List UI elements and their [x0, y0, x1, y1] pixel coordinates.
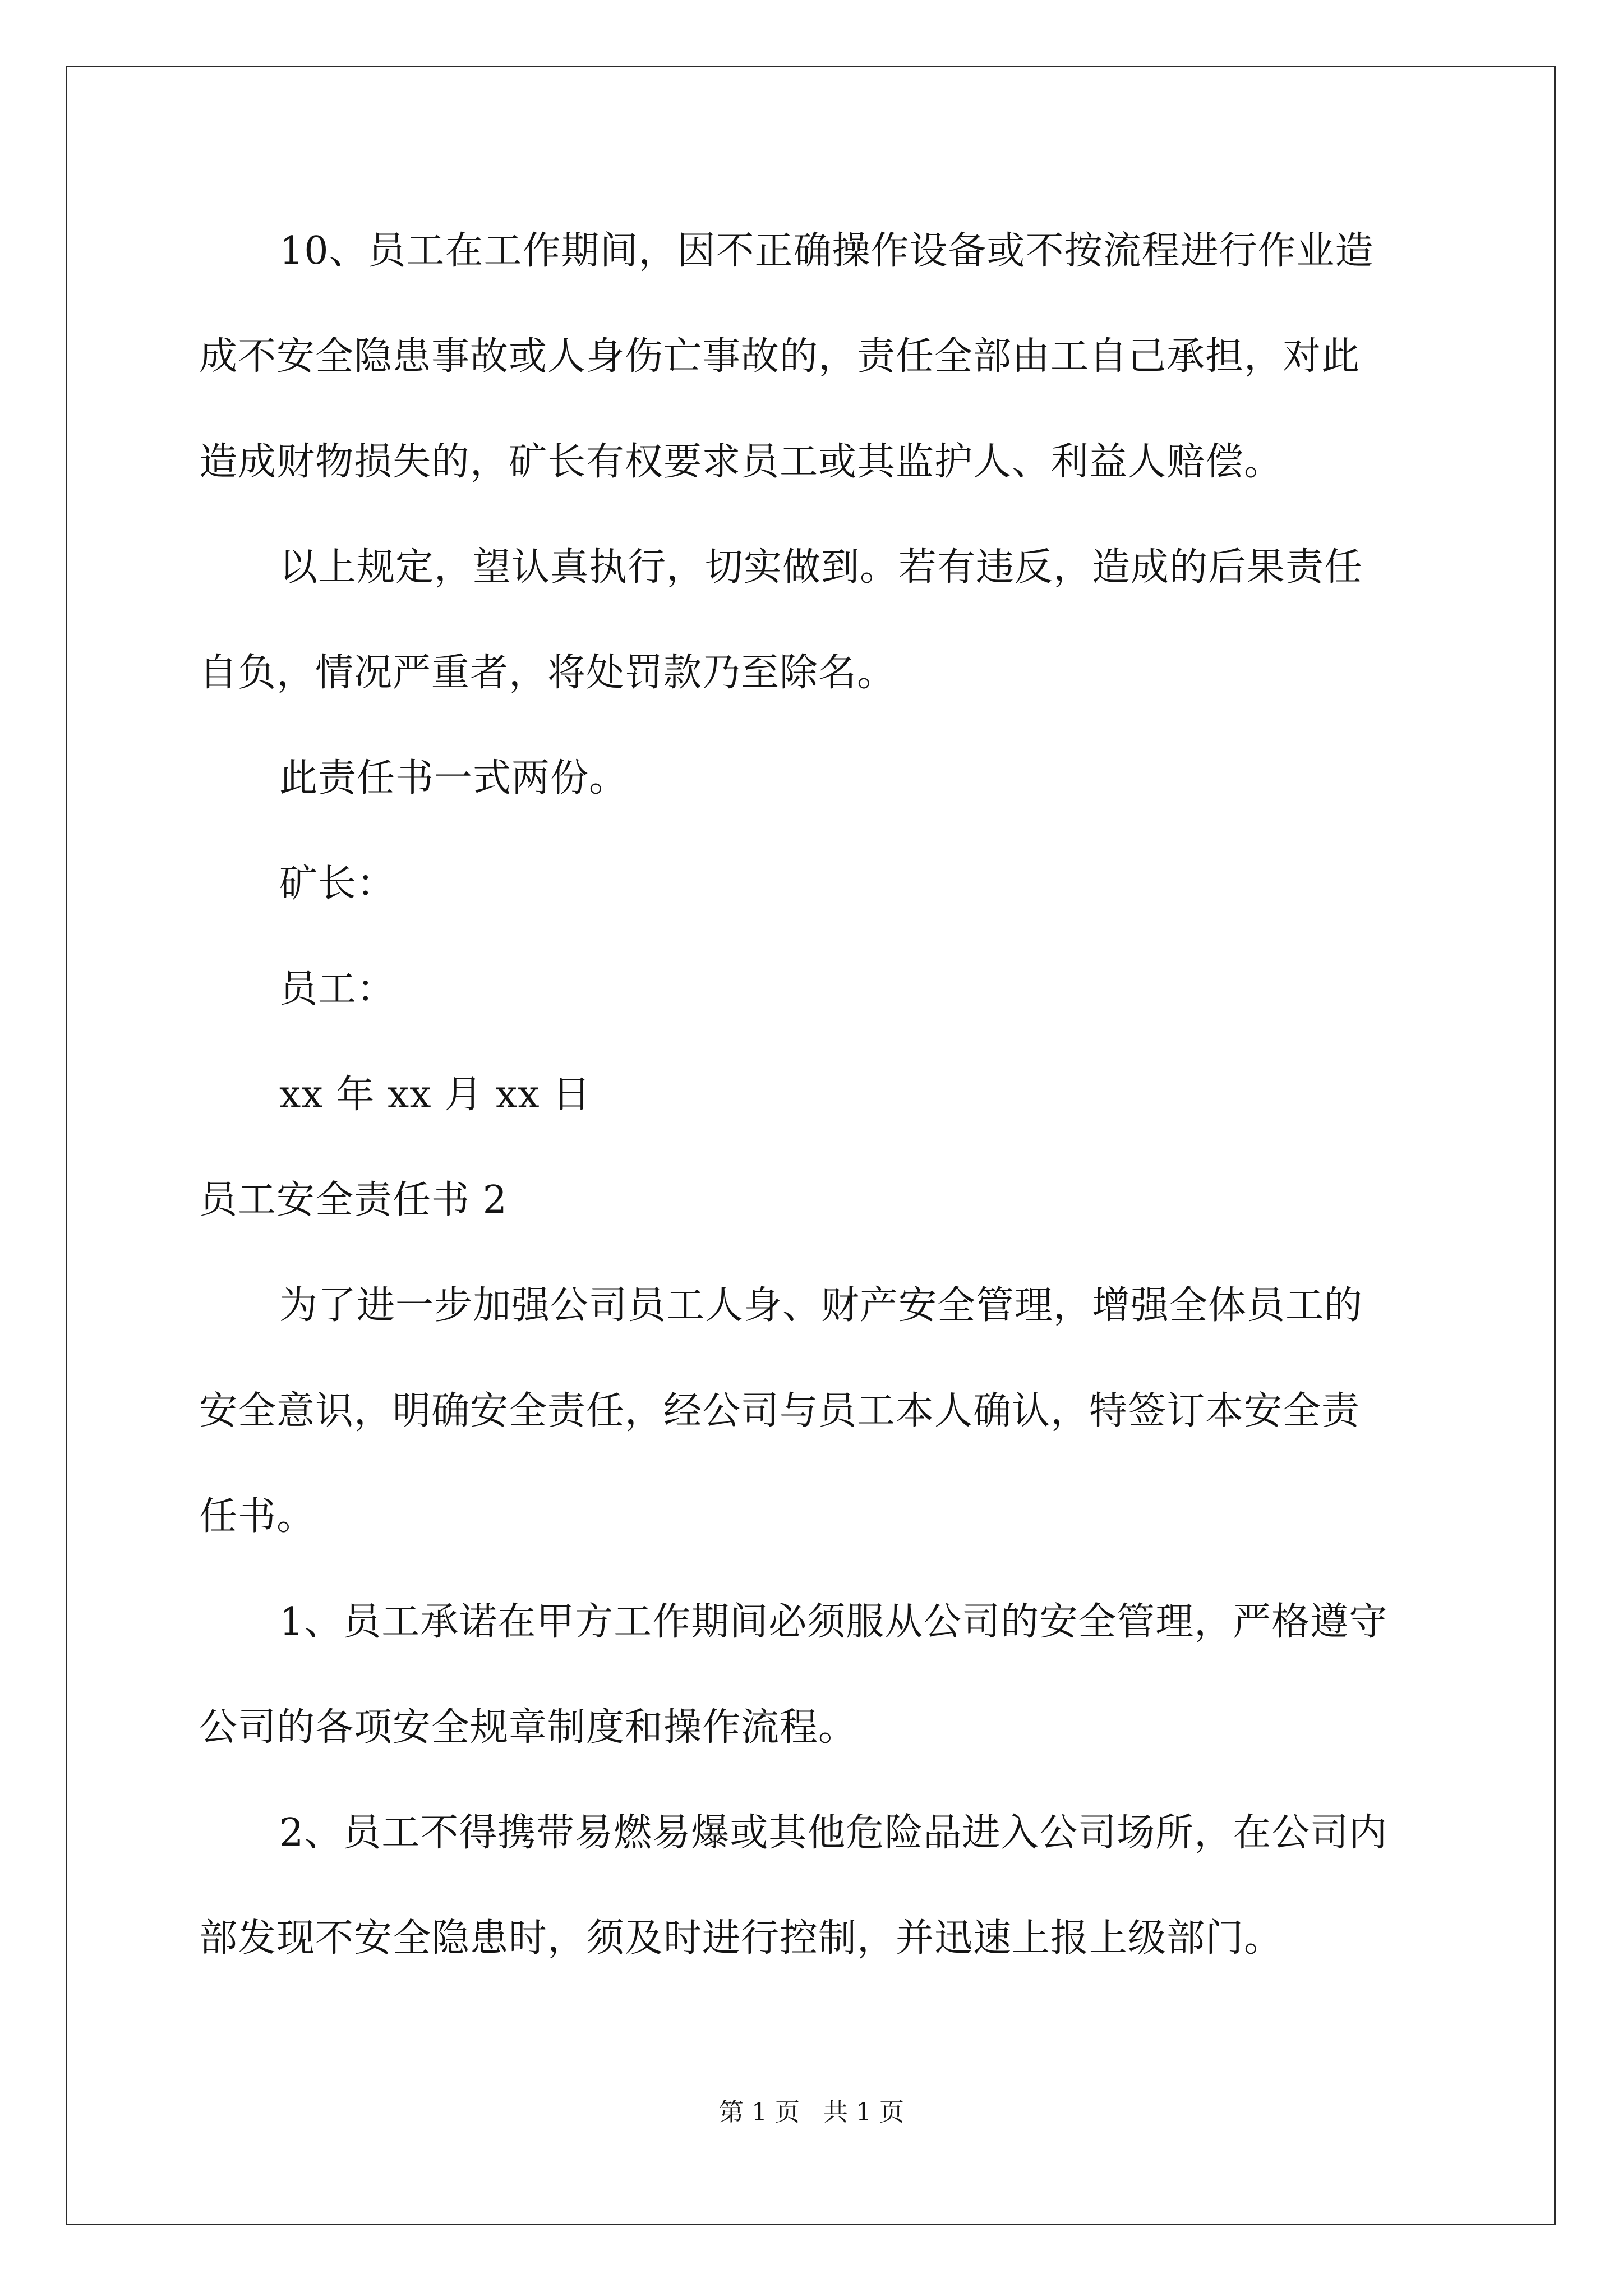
text-line: 公司的各项安全规章制度和操作流程。	[199, 1705, 857, 1750]
date-line: xx 年 xx 月 xx 日	[279, 1073, 592, 1117]
section-heading: 员工安全责任书 2	[199, 1178, 508, 1222]
text-line: 成不安全隐患事故或人身伤亡事故的，责任全部由工自己承担，对此	[199, 334, 1361, 379]
text-line: 造成财物损失的，矿长有权要求员工或其监护人、利益人赔偿。	[199, 440, 1283, 484]
page-border	[66, 66, 1556, 2225]
text-line: 以上规定，望认真执行，切实做到。若有违反，造成的后果责任	[279, 545, 1363, 590]
signature-label-employee: 员工：	[279, 967, 396, 1011]
text-line: 1、员工承诺在甲方工作期间必须服从公司的安全管理，严格遵守	[279, 1600, 1388, 1644]
signature-label-manager: 矿长：	[279, 862, 396, 906]
page-footer: 第 1 页 共 1 页	[719, 2098, 904, 2127]
text-line: 安全意识，明确安全责任，经公司与员工本人确认，特签订本安全责	[199, 1389, 1361, 1433]
text-line: 自负，情况严重者，将处罚款乃至除名。	[199, 651, 896, 695]
text-line: 任书。	[199, 1494, 316, 1539]
text-line: 部发现不安全隐患时，须及时进行控制，并迅速上报上级部门。	[199, 1916, 1283, 1961]
text-line: 2、员工不得携带易燃易爆或其他危险品进入公司场所，在公司内	[279, 1811, 1388, 1855]
text-line: 为了进一步加强公司员工人身、财产安全管理，增强全体员工的	[279, 1283, 1363, 1328]
text-line: 此责任书一式两份。	[279, 756, 628, 800]
text-line: 10、员工在工作期间，因不正确操作设备或不按流程进行作业造	[279, 229, 1374, 273]
